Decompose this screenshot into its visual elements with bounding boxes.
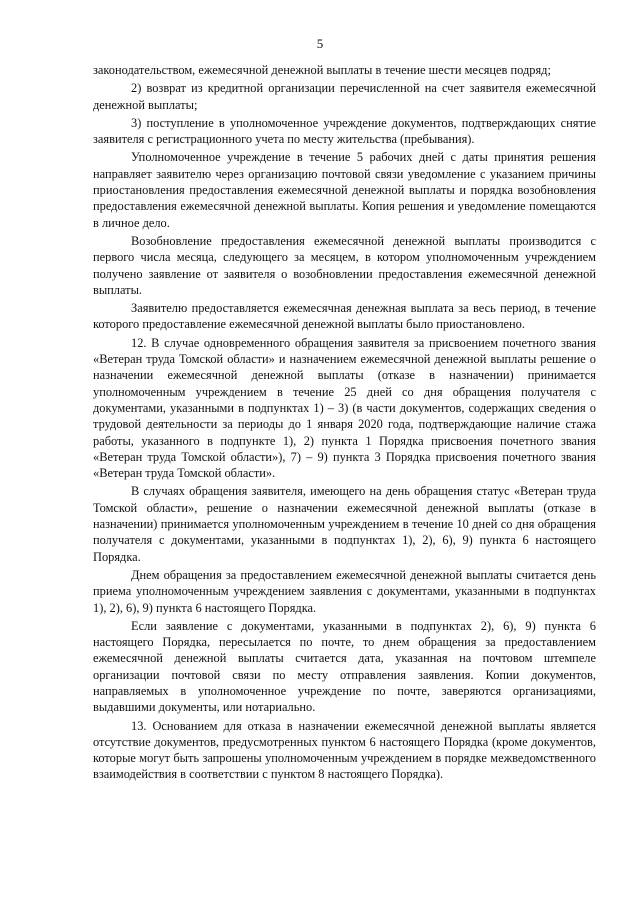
paragraph-resumption: Возобновление предоставления ежемесячной денежной выплаты производится с первого числа месяца, следующего за месяцем, в котором уполномоченным учреждением получено заявление от заявителя о возобновлении предоставления ежемесячной денежной выплаты. [93,233,596,297]
paragraph-application-day: Днем обращения за предоставлением ежемесячной денежной выплаты считается день приема уполномоченным учреждением заявления с документами, указанными в подпунктах 1), 2), 6), 9) пункта 6 настоящего Порядка. [93,567,596,615]
paragraph-clause-12: 12. В случае одновременного обращения заявителя за присвоением почетного звания «Ветеран труда Томской области» и назначением ежемесячной денежной выплаты решение о назначении ежемесячной денежной выплаты (отказе в назначении) принимается уполномоченным учреждением в течение 25 дней со дня обращения получателя с документами, указанными в подпунктах 1) – 3) (в части документов, содержащих сведения о трудовой деятельности за периоды до 1 января 2020 года, подтверждающие наличие стажа работы, указанного в подпункте 1), 2) пункта 1 Порядка присвоения почетного звания «Ветеран труда Томской области»), 7) – 9) пункта 3 Порядка присвоения почетного звания «Ветеран труда Томской области». [93,335,596,481]
paragraph-subitem-2: 2) возврат из кредитной организации перечисленной на счет заявителя ежемесячной денежной выплаты; [93,81,596,112]
paragraph-status-holder: В случаях обращения заявителя, имеющего на день обращения статус «Ветеран труда Томской области», решение о назначении ежемесячной денежной выплаты (отказе в назначении) принимается уполномоченным учреждением в течение 10 дней со дня обращения получателя с документами, указанными в подпунктах 1), 2), 6), 9) пункта 6 настоящего Порядка. [93,484,596,564]
paragraph-full-period: Заявителю предоставляется ежемесячная денежная выплата за весь период, в течение которого предоставление ежемесячной денежной выплаты было приостановлено. [93,301,596,332]
paragraph-postal-application: Если заявление с документами, указанными в подпунктах 2), 6), 9) пункта 6 настоящего Порядка, пересылается по почте, то днем обращения за предоставлением ежемесячной денежной выплаты считается дата, указанная на почтовом штемпеле организации почтовой связи по месту отправления заявления. Копии документов, направляемых в уполномоченное учреждение по почте, заверяются организациями, выдавшими документы, или нотариально. [93,618,596,715]
page-number: 5 [316,36,324,51]
paragraph-subitem-3: 3) поступление в уполномоченное учреждение документов, подтверждающих снятие заявителя с регистрационного учета по месту жительства (пребывания). [93,115,596,147]
paragraph-notification: Уполномоченное учреждение в течение 5 рабочих дней с даты принятия решения направляет заявителю через организацию почтовой связи уведомление с указанием причины приостановления предоставления ежемесячной денежной выплаты и порядка возобновления предоставления ежемесячной денежной выплаты. Копия решения и уведомление помещаются в личное дело. [93,150,596,230]
document-body [93,62,596,785]
paragraph-clause-13: 13. Основанием для отказа в назначении ежемесячной денежной выплаты является отсутствие документов, предусмотренных пунктом 6 настоящего Порядка (кроме документов, которые могут быть запрошены уполномоченным учреждением в порядке межведомственного взаимодействия в соответствии с пунктом 8 настоящего Порядка). [93,718,596,782]
paragraph-continuation: законодательством, ежемесячной денежной выплаты в течение шести месяцев подряд; [93,63,551,77]
